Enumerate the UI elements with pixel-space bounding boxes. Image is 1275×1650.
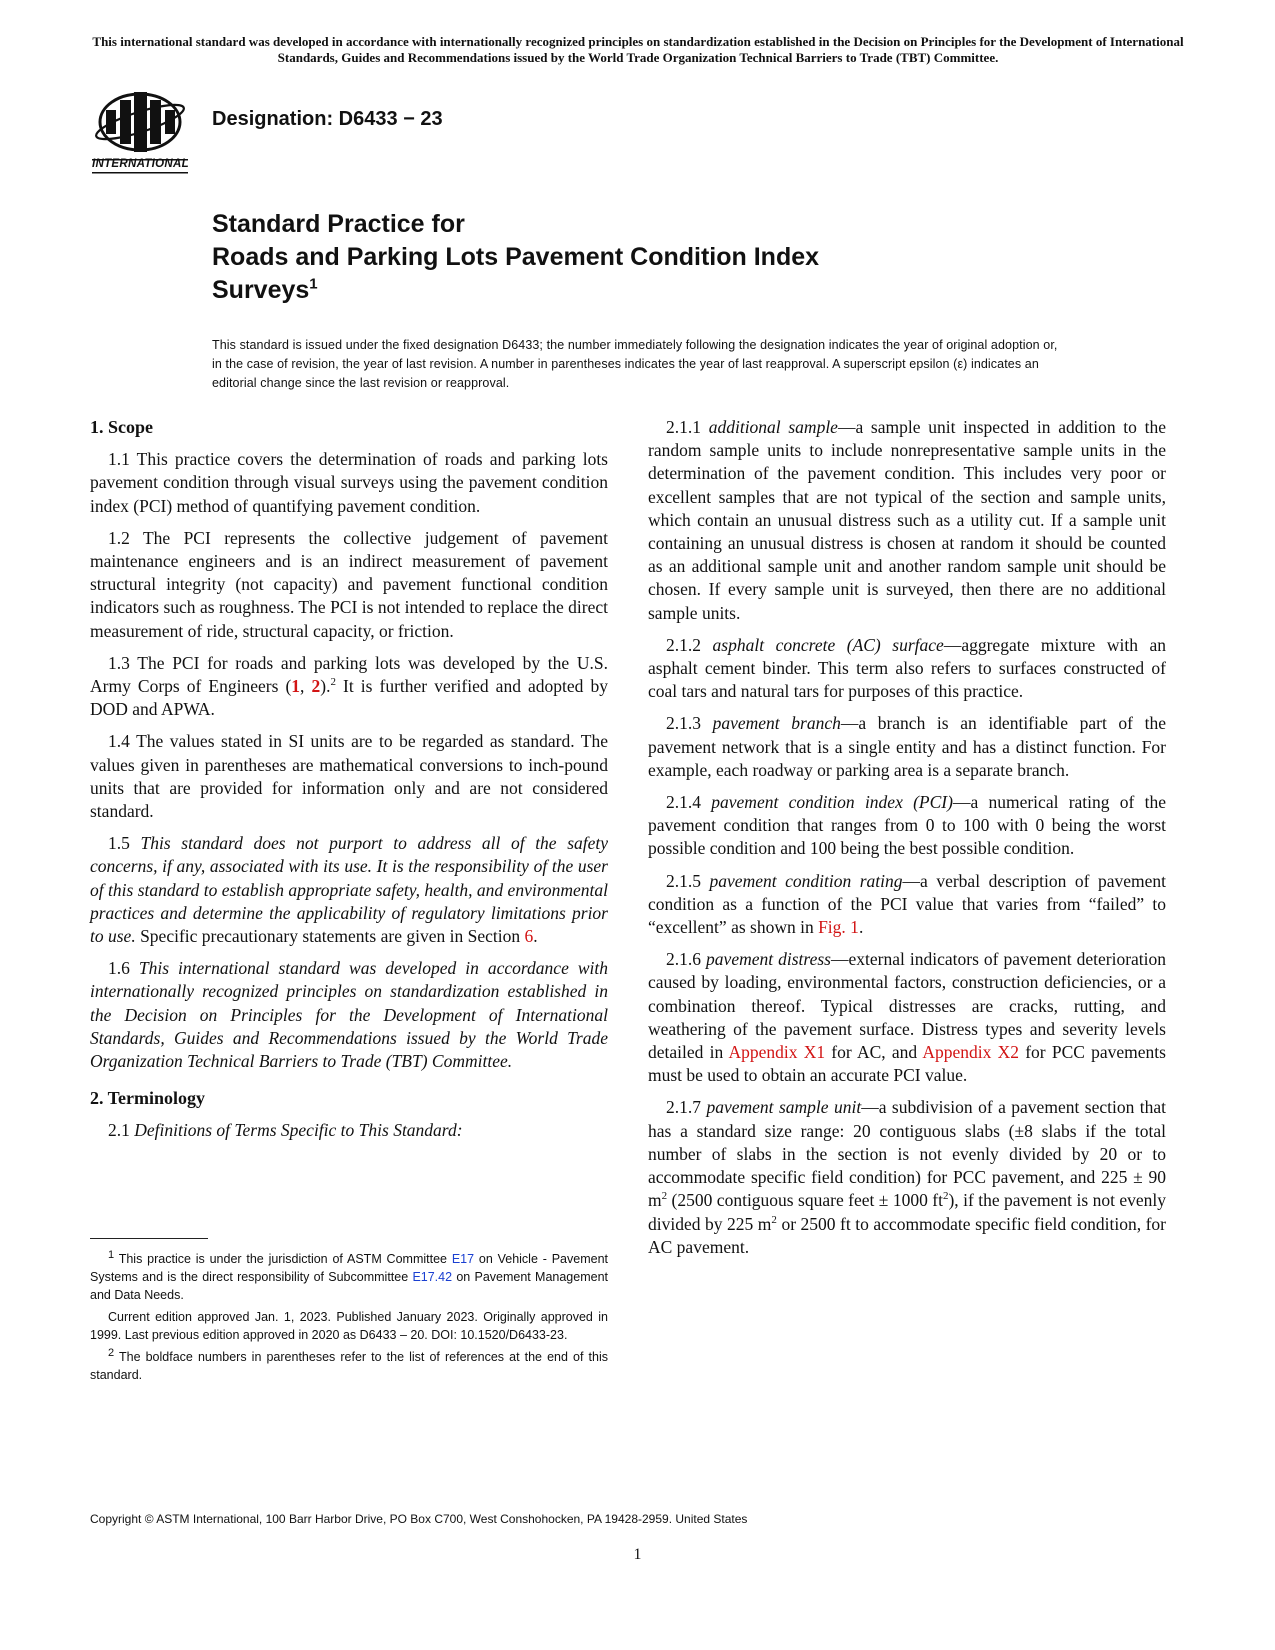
title-line-3: Surveys$^1$ — [212, 275, 318, 304]
fig-1-link[interactable]: Fig. 1 — [818, 917, 859, 938]
section-heading-terminology: 2. Terminology — [90, 1088, 206, 1109]
para-1-3: 1.3 The PCI for roads and parking lots was developed by the U.S. Army Corps of Engineers (1, 2).$^2$ It is further verified and adopted by DOD and APWA. — [90, 652, 608, 720]
logo-wordmark: INTERNATIONAL — [92, 158, 189, 170]
def-2-1-4: 2.1.4 pavement condition index (PCI)—a numerical rating of the pavement condition that ranges from 0 to 100 with 0 being the worst possible condition and 100 being the best possible condition. — [648, 792, 1167, 859]
committee-e17-link[interactable]: E17 — [451, 1252, 475, 1266]
def-2-1-1: 2.1.1 additional sample—a sample unit inspected in addition to the random sample units to include nonrepresentative sample units in the determination of the pavement condition. This includes very poor or excellent samples that are not typical of the section and sample units, which contain an unusual distress such as a utility cut. If a sample unit containing an unusual distress is chosen at random it should be counted as an additional sample unit and another random sample unit should be chosen. If every sample unit is surveyed, then there are no additional sample units. — [648, 417, 1167, 623]
appendix-x1-link[interactable]: Appendix X1 — [728, 1042, 826, 1063]
title-footnote-mark: 1 — [309, 275, 318, 293]
title-line-1: Standard Practice for — [212, 210, 465, 238]
copyright-notice: Copyright © ASTM International, 100 Barr Harbor Drive, PO Box C700, West Conshohocken, PA 19428-2959. United States — [90, 1512, 748, 1526]
left-column — [90, 416, 608, 1152]
subcommittee-e17-42-link[interactable]: E17.42 — [412, 1270, 453, 1284]
right-column — [648, 416, 1166, 1268]
para-1-6: 1.6 This international standard was developed in accordance with internationally recognized principles on standardization established in the Decision on Principles for the Development of International Standards, Guides and Recommendations issued by the World Trade Organization Technical Barriers to Trade (TBT) Committee. — [90, 958, 609, 1072]
para-1-4: 1.4 The values stated in SI units are to be regarded as standard. The values given in parentheses are mathematical conversions to inch-pound units that are provided for information only and are not considered standard. — [90, 731, 608, 822]
page-number: 1 — [633, 1546, 642, 1563]
footnotes — [90, 1250, 608, 1388]
def-2-1-3: 2.1.3 pavement branch—a branch is an identifiable part of the pavement network that is a single entity and has a distinct function. For example, each roadway or parking area is a separate branch. — [648, 713, 1166, 780]
def-2-1-7: 2.1.7 pavement sample unit—a subdivision of a pavement section that has a standard size range: 20 contiguous slabs (±8 slabs if the total number of slabs in the section is not evenly divided by 20 or to accommodate specific field condition) for PCC pavement, and 225 ± 90 $m^2$ (2500 contiguous square feet ± 1000 $ft^2$), if the pavement is not evenly divided by 225 $m^2$ or 2500 ft to accommodate specific field condition, for AC pavement. — [648, 1097, 1167, 1257]
reference-link-2[interactable]: 2 — [311, 676, 321, 697]
para-1-1: 1.1 This practice covers the determination of roads and parking lots pavement condition through visual surveys using the pavement condition index (PCI) method of quantifying pavement condition. — [90, 449, 608, 516]
def-2-1-6: 2.1.6 pavement distress—external indicators of pavement deterioration caused by loading, environmental factors, construction deficiencies, or a combination thereof. Typical distresses are cracks, rutting, and weathering of the pavement surface. Distress types and severity levels detailed in Appendix X1 for AC, and Appendix X2 for PCC pavements must be used to obtain an accurate PCI value. — [648, 949, 1167, 1086]
issue-note: This standard is issued under the fixed designation D6433; the number immediately following the designation indicates the year of original adoption or, in the case of revision, the year of last revision. A number in parentheses indicates the year of last reapproval. A superscript epsilon (ε) indicates an editorial change since the last revision or reapproval. — [212, 338, 1058, 390]
section-heading-scope: 1. Scope — [90, 417, 153, 437]
para-1-2: 1.2 The PCI represents the collective judgement of pavement maintenance engineers and is an indirect measurement of pavement structural integrity (not capacity) and pavement functional condition indicators such as roughness. The PCI is not intended to replace the direct measurement of ride, structural capacity, or friction. — [90, 527, 608, 641]
title-line-2: Roads and Parking Lots Pavement Condition Index — [212, 243, 820, 271]
reference-link-1[interactable]: 1 — [291, 676, 301, 697]
designation: Designation: D6433 − 23 — [212, 108, 443, 130]
footnote-2: $^2$ The boldface numbers in parentheses refer to the list of references at the end of this standard. — [90, 1346, 608, 1382]
def-2-1-5: 2.1.5 pavement condition rating—a verbal description of pavement condition as a function of the PCI value that varies from “failed” to “excellent” as shown in Fig. 1. — [648, 870, 1166, 938]
appendix-x2-link[interactable]: Appendix X2 — [922, 1042, 1020, 1063]
document-title — [212, 208, 819, 307]
section-6-link[interactable]: 6 — [524, 926, 534, 947]
wto-notice: This international standard was developed in accordance with internationally recognized principles on standardization established in the Decision on Principles for the Development of International Standards, Guides and Recommendations issued by the World Trade Organization Technical Barriers to Trade (TBT) Committee. — [92, 34, 1184, 65]
astm-logo — [90, 86, 200, 176]
footnote-divider — [90, 1238, 208, 1239]
para-1-5: 1.5 This standard does not purport to address all of the safety concerns, if any, associated with its use. It is the responsibility of the user of this standard to establish appropriate safety, health, and environmental practices and determine the applicability of regulatory limitations prior to use. Specific precautionary statements are given in Section 6. — [90, 833, 609, 947]
def-2-1-2: 2.1.2 asphalt concrete (AC) surface—aggregate mixture with an asphalt cement binder. This term also refers to surfaces constructed of coal tars and natural tars for purposes of this practice. — [648, 634, 1167, 702]
footnote-1: $^1$ This practice is under the jurisdiction of ASTM Committee E17 on Vehicle - Pavement Systems and is the direct responsibility of Subcommittee E17.42 on Pavement Management and Data Needs. — [90, 1248, 609, 1302]
footnote-mark-2: 2 — [330, 676, 336, 689]
para-2-1: 2.1 Definitions of Terms Specific to This Standard: — [108, 1120, 463, 1141]
footnote-edition: Current edition approved Jan. 1, 2023. Published January 2023. Originally approved in 1999. Last previous edition approved in 2020 as D6433 – 20. DOI: 10.1520/D6433-23. — [90, 1310, 608, 1342]
